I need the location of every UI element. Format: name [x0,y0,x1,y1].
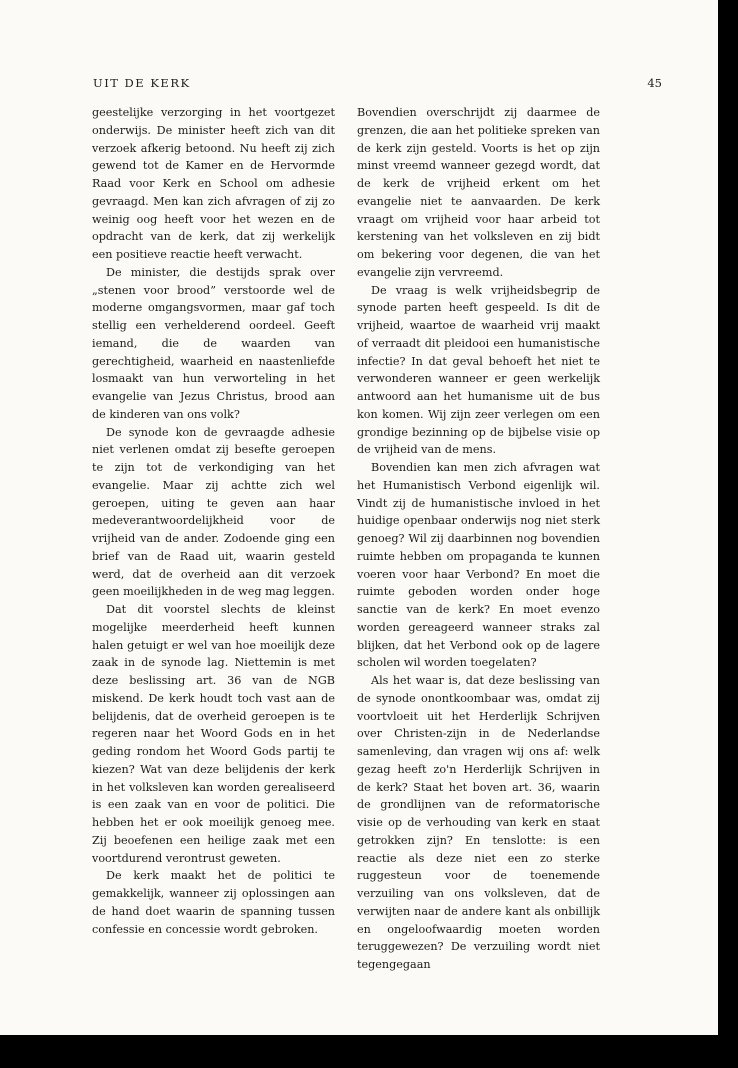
page-number: 45 [647,76,662,90]
running-header [93,76,662,92]
paragraph: De minister, die destijds sprak over „stenen voor brood” verstoorde wel de moderne omgangsvormen, maar gaf toch stellig een verhelderend oordeel. Geeft iemand, die de waarden van gerechtigheid, waarheid en naastenliefde losmaakt van hun verworteling in het evangelie van Jezus Christus, brood aan de kinderen van ons volk? [92,265,335,421]
scan-border-bottom [0,1035,738,1068]
left-column [92,104,335,938]
paragraph: De kerk maakt het de politici te gemakkelijk, wanneer zij oplossingen aan de hand doet waarin de spanning tussen confessie en concessie wordt gebroken. [92,869,335,936]
running-title: UIT DE KERK [93,76,191,90]
paragraph: geestelijke verzorging in het voortgezet onderwijs. De minister heeft zich van dit verzoek afkerig betoond. Nu heeft zij zich gewend tot de Kamer en de Hervormde Raad voor Kerk en School om adhesie gevraagd. Men kan zich afvragen of zij zo weinig oog heeft voor het wezen en de opdracht van de kerk, dat zij werkelijk een positieve reactie heeft verwacht. [92,106,335,261]
paragraph: Bovendien overschrijdt zij daarmee de grenzen, die aan het politieke spreken van de kerk zijn gesteld. Voorts is het op zijn minst vreemd wanneer gezegd wordt, dat de kerk de vrijheid erkent om het evangelie niet te aanvaarden. De kerk vraagt om vrijheid voor haar arbeid tot kerstening van het volksleven en zij bidt om bekering voor degenen, die van het evangelie zijn vervreemd. [357,106,600,279]
scan-border-right [718,0,738,1068]
paragraph: Als het waar is, dat deze beslissing van de synode onontkoombaar was, omdat zij voortvloeit uit het Herderlijk Schrijven over Christen-zijn in de Nederlandse samenleving, dan vragen wij ons af: welk gezag heeft zo'n Herderlijk Schrijven in de kerk? Staat het boven art. 36, waarin de grondlijnen van de reformatorische visie op de verhouding van kerk en staat getrokken zijn? En tenslotte: is een reactie als deze niet een zo sterke ruggesteun voor de toenemende verzuiling van ons volksleven, dat de verwijten naar de andere kant als onbillijk en ongeloofwaardig moeten worden teruggewezen? De verzuiling wordt niet tegengegaan [357,674,600,971]
paragraph: Bovendien kan men zich afvragen wat het Humanistisch Verbond eigenlijk wil. Vindt zij de humanistische invloed in het huidige openbaar onderwijs nog niet sterk genoeg? Wil zij daarbinnen nog bovendien ruimte hebben om propaganda te kunnen voeren voor haar Verbond? En moet die ruimte geboden worden onder hoge sanctie van de kerk? En moet evenzo worden gereageerd wanneer straks zal blijken, dat het Verbond ook op de lagere scholen wil worden toegelaten? [357,461,600,670]
paragraph: De vraag is welk vrijheidsbegrip de synode parten heeft gespeeld. Is dit de vrijheid, waartoe de waarheid vrij maakt of verraadt dit pleidooi een humanistische infectie? In dat geval behoeft het niet te verwonderen wanneer er geen werkelijk antwoord aan het humanisme uit de bus kon komen. Wij zijn zeer verlegen om een grondige bezinning op de bijbelse visie op de vrijheid van de mens. [357,283,600,457]
paragraph: Dat dit voorstel slechts de kleinst mogelijke meerderheid heeft kunnen halen getuigt er wel van hoe moeilijk deze zaak in de synode lag. Niettemin is met deze beslissing art. 36 van de NGB miskend. De kerk houdt toch vast aan de belijdenis, dat de overheid geroepen is te regeren naar het Woord Gods en in het geding rondom het Woord Gods partij te kiezen? Wat van deze belijdenis der kerk in het volksleven kan worden gerealiseerd is een zaak van en voor de politici. Die hebben het er ook moeilijk genoeg mee. Zij beoefenen een heilige zaak met een voortdurend verontrust geweten. [92,603,335,865]
right-column [357,104,600,974]
paragraph: De synode kon de gevraagde adhesie niet verlenen omdat zij besefte geroepen te zijn tot de verkondiging van het evangelie. Maar zij achtte zich wel geroepen, uiting te geven aan haar medeverantwoordelijkheid voor de vrijheid van de ander. Zodoende ging een brief van de Raad uit, waarin gesteld werd, dat de overheid aan dit verzoek geen moeilijkheden in de weg mag leggen. [92,425,335,599]
